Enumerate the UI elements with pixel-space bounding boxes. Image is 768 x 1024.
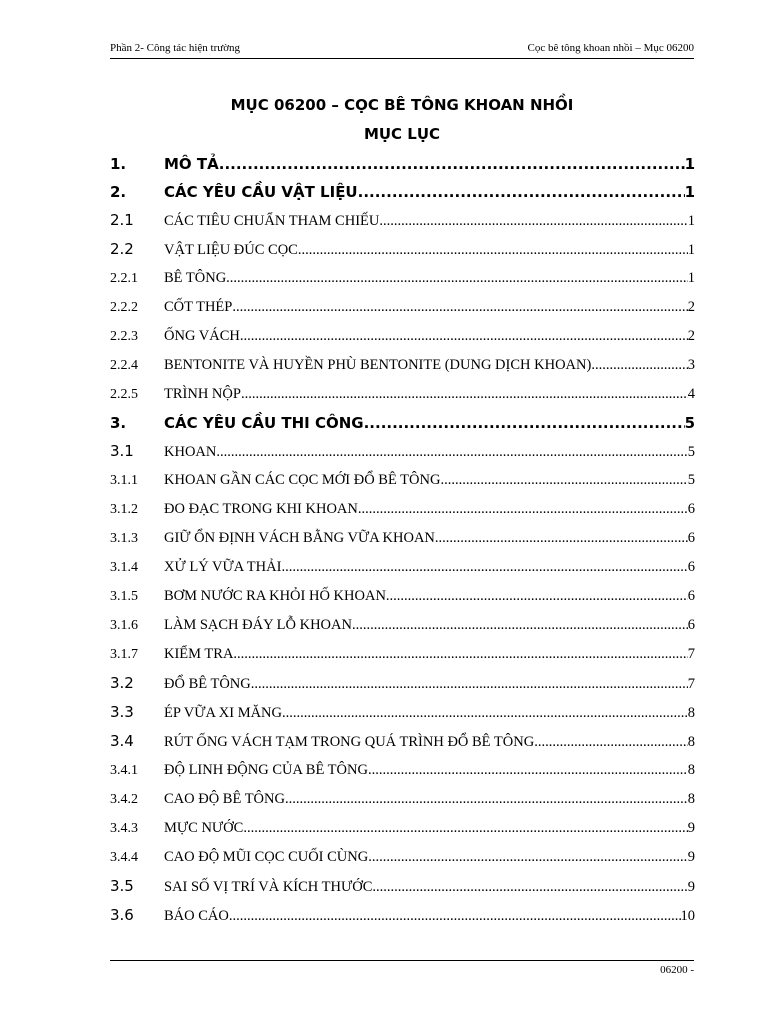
toc-entry[interactable]: [110, 785, 695, 814]
toc-entry-number: 3.1.5: [110, 589, 138, 604]
toc-dot-leader: [358, 178, 685, 206]
toc-entry-number: 3.4.3: [110, 821, 138, 836]
toc-entry-number: 3.1: [110, 442, 134, 460]
toc-entry[interactable]: [110, 669, 695, 698]
toc-dot-leader: [352, 611, 688, 640]
toc-entry-number: 1.: [110, 155, 127, 173]
toc-entry-number: 3.2: [110, 674, 134, 692]
toc-entry-page: 1: [687, 270, 695, 286]
toc-entry[interactable]: [110, 553, 695, 582]
toc-entry-page: 1: [687, 213, 695, 229]
toc-dot-leader: [240, 322, 688, 351]
toc-entry[interactable]: [110, 843, 695, 872]
toc-entry[interactable]: [110, 466, 695, 495]
header-right-text: Cọc bê tông khoan nhồi – Mục 06200: [527, 42, 694, 54]
toc-entry-title: MÔ TẢ: [164, 155, 219, 173]
toc-entry-number: 3.4: [110, 732, 134, 750]
toc-entry[interactable]: [110, 351, 695, 380]
toc-entry-number: 2.: [110, 183, 127, 201]
toc-dot-leader: [243, 814, 687, 843]
footer-page-number: 06200 -: [660, 964, 694, 976]
toc-entry[interactable]: [110, 756, 695, 785]
toc-entry[interactable]: [110, 495, 695, 524]
toc-entry-title: ĐO ĐẠC TRONG KHI KHOAN: [164, 501, 358, 517]
toc-entry-number: 2.2.3: [110, 329, 138, 344]
toc-entry-page: 8: [687, 791, 695, 807]
toc-entry-number: 3.4.1: [110, 763, 138, 778]
toc-dot-leader: [229, 902, 681, 930]
toc-dot-leader: [216, 438, 687, 466]
toc-entry-page: 9: [687, 849, 695, 865]
toc-entry-number: 2.2.4: [110, 358, 138, 373]
toc-entry[interactable]: [110, 611, 695, 640]
toc-dot-leader: [386, 582, 688, 611]
toc-entry-number: 2.1: [110, 211, 134, 229]
toc-entry[interactable]: [110, 409, 695, 437]
toc-entry-title: ĐỔ BÊ TÔNG: [164, 676, 251, 692]
toc-entry[interactable]: [110, 582, 695, 611]
toc-entry[interactable]: [110, 178, 695, 206]
toc-entry-title: ÉP VỮA XI MĂNG: [164, 705, 282, 721]
toc-entry-page: 1: [684, 155, 695, 173]
toc-dot-leader: [232, 293, 687, 322]
toc-entry-page: 7: [687, 646, 695, 662]
toc-entry-title: BÊ TÔNG: [164, 270, 227, 286]
toc-entry-title: CÁC YÊU CẦU VẬT LIỆU: [164, 183, 358, 201]
toc-entry-page: 8: [687, 705, 695, 721]
toc-dot-leader: [251, 670, 688, 698]
toc-entry-title: CAO ĐỘ BÊ TÔNG: [164, 791, 285, 807]
toc-entry-number: 3.5: [110, 877, 134, 895]
toc-dot-leader: [233, 640, 687, 669]
toc-entry-title: CAO ĐỘ MŨI CỌC CUỐI CÙNG: [164, 849, 369, 865]
toc-entry-title: CỐT THÉP: [164, 299, 233, 315]
toc-entry[interactable]: [110, 206, 695, 235]
toc-entry-page: 8: [687, 734, 695, 750]
toc-entry[interactable]: [110, 437, 695, 466]
toc-entry-title: GIỮ ỔN ĐỊNH VÁCH BẰNG VỮA KHOAN: [164, 530, 435, 546]
toc-entry-number: 3.1.7: [110, 647, 138, 662]
toc-entry[interactable]: [110, 380, 695, 409]
toc-dot-leader: [368, 756, 688, 785]
toc-entry[interactable]: [110, 235, 695, 264]
toc-entry-page: 6: [687, 501, 695, 517]
toc-entry-title: VẬT LIỆU ĐÚC CỌC: [164, 242, 298, 258]
toc-dot-leader: [372, 873, 687, 901]
toc-entry-number: 2.2: [110, 240, 134, 258]
toc-entry-number: 2.2.1: [110, 271, 138, 286]
toc-entry-page: 8: [687, 762, 695, 778]
toc-entry-number: 3.6: [110, 906, 134, 924]
toc-dot-leader: [379, 207, 687, 235]
toc-entry-page: 2: [687, 328, 695, 344]
toc-entry-number: 3.: [110, 414, 127, 432]
toc-entry[interactable]: [110, 524, 695, 553]
toc-entry-title: CÁC YÊU CẦU THI CÔNG: [164, 414, 364, 432]
toc-dot-leader: [226, 264, 688, 293]
toc-entry-page: 1: [684, 183, 695, 201]
toc-entry-title: BƠM NƯỚC RA KHỎI HỐ KHOAN: [164, 588, 386, 604]
toc-entry-title: ỐNG VÁCH: [164, 328, 240, 344]
toc-entry-title: BÁO CÁO: [164, 908, 229, 924]
toc-entry-number: 3.1.2: [110, 502, 138, 517]
toc-entry[interactable]: [110, 322, 695, 351]
toc-entry-number: 3.1.4: [110, 560, 138, 575]
toc-entry-page: 6: [687, 530, 695, 546]
toc-entry[interactable]: [110, 640, 695, 669]
toc-dot-leader: [440, 466, 687, 495]
toc-entry-title: LÀM SẠCH ĐÁY LỖ KHOAN: [164, 617, 352, 633]
toc-dot-leader: [364, 409, 685, 437]
page-header: [110, 40, 694, 59]
toc-entry-page: 6: [687, 617, 695, 633]
toc-dot-leader: [298, 236, 688, 264]
toc-entry-title: XỬ LÝ VỮA THẢI: [164, 559, 282, 575]
toc-entry-title: ĐỘ LINH ĐỘNG CỦA BÊ TÔNG: [164, 762, 368, 778]
toc-entry-number: 3.4.4: [110, 850, 138, 865]
toc-dot-leader: [534, 728, 688, 756]
toc-dot-leader: [219, 150, 685, 178]
toc-entry-number: 2.2.5: [110, 387, 138, 402]
toc-entry-title: BENTONITE VÀ HUYỀN PHÙ BENTONITE (DUNG DỊCH KHOAN): [164, 357, 592, 373]
toc-dot-leader: [281, 553, 687, 582]
toc-dot-leader: [285, 785, 688, 814]
toc-entry-page: 5: [684, 414, 695, 432]
toc-dot-leader: [282, 699, 688, 727]
toc-entry-page: 7: [687, 676, 695, 692]
toc-entry-page: 6: [687, 588, 695, 604]
toc-entry-page: 10: [680, 908, 695, 924]
table-of-contents: [110, 150, 695, 930]
toc-entry[interactable]: [110, 872, 695, 901]
toc-entry[interactable]: [110, 698, 695, 727]
toc-dot-leader: [435, 524, 688, 553]
document-title: MỤC 06200 – CỌC BÊ TÔNG KHOAN NHỒI: [230, 96, 574, 114]
toc-entry-title: RÚT ỐNG VÁCH TẠM TRONG QUÁ TRÌNH ĐỔ BÊ TÔNG: [164, 734, 535, 750]
toc-entry-number: 2.2.2: [110, 300, 138, 315]
toc-entry-page: 9: [687, 879, 695, 895]
page-footer: [110, 960, 694, 976]
toc-entry-page: 6: [687, 559, 695, 575]
toc-entry-title: TRÌNH NỘP: [164, 386, 241, 402]
header-left-text: Phần 2- Công tác hiện trường: [110, 42, 241, 54]
toc-heading: MỤC LỤC: [363, 125, 441, 143]
toc-entry[interactable]: [110, 901, 695, 930]
toc-entry-page: 5: [687, 472, 695, 488]
toc-entry-page: 2: [687, 299, 695, 315]
toc-entry-number: 3.4.2: [110, 792, 138, 807]
toc-dot-leader: [368, 843, 688, 872]
toc-entry[interactable]: [110, 293, 695, 322]
toc-entry[interactable]: [110, 727, 695, 756]
toc-entry-title: KHOAN GẦN CÁC CỌC MỚI ĐỔ BÊ TÔNG: [164, 472, 441, 488]
toc-entry-number: 3.1.6: [110, 618, 138, 633]
toc-entry-page: 9: [687, 820, 695, 836]
toc-entry-title: KIỂM TRA: [164, 646, 234, 662]
toc-dot-leader: [591, 351, 687, 380]
toc-dot-leader: [241, 380, 688, 409]
toc-entry-title: SAI SỐ VỊ TRÍ VÀ KÍCH THƯỚC: [164, 879, 373, 895]
toc-entry[interactable]: [110, 264, 695, 293]
toc-dot-leader: [358, 495, 688, 524]
toc-entry-page: 3: [687, 357, 695, 373]
toc-entry-number: 3.1.1: [110, 473, 138, 488]
toc-entry-page: 5: [687, 444, 695, 460]
toc-entry-title: MỰC NƯỚC: [164, 820, 244, 836]
toc-entry-page: 4: [687, 386, 695, 402]
toc-entry-page: 1: [687, 242, 695, 258]
toc-entry-number: 3.3: [110, 703, 134, 721]
toc-entry-number: 3.1.3: [110, 531, 138, 546]
toc-entry[interactable]: [110, 150, 695, 178]
toc-entry-title: CÁC TIÊU CHUẨN THAM CHIẾU: [164, 213, 380, 229]
toc-entry[interactable]: [110, 814, 695, 843]
toc-entry-title: KHOAN: [164, 444, 217, 460]
